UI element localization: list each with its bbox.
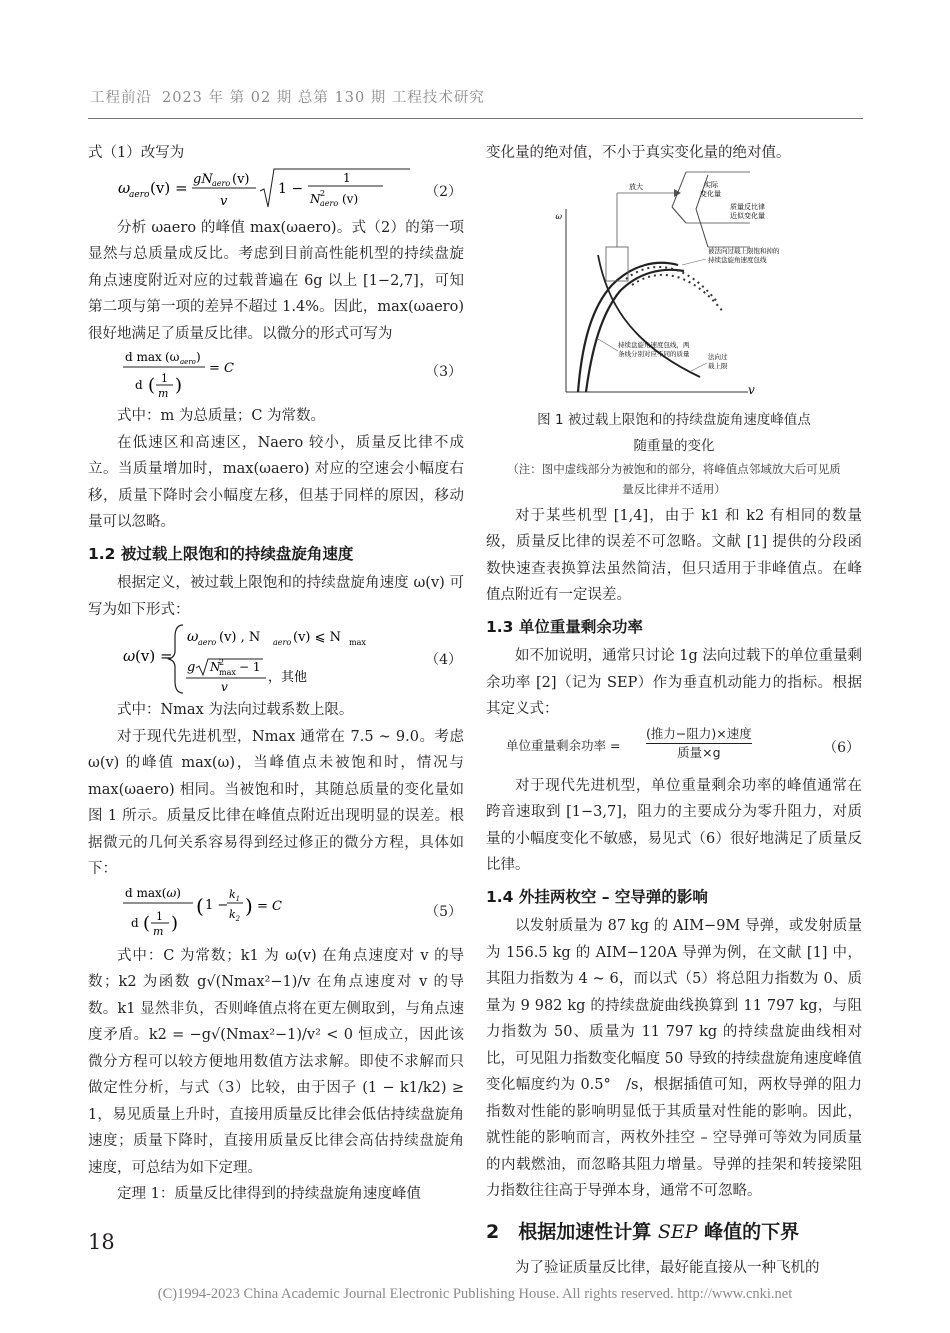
saturated-dotted-2 (632, 274, 724, 312)
svg-text:1: 1 (156, 909, 163, 923)
svg-text:): ) (175, 375, 183, 396)
header-rule (88, 118, 863, 119)
svg-text:d: d (131, 915, 139, 930)
svg-text:ω: ω (118, 178, 131, 197)
svg-text:d max(ω): d max(ω) (125, 885, 181, 900)
label-actual: 实际变化量 (700, 180, 721, 198)
svg-text:k2: $k_2$ (229, 907, 241, 923)
svg-text:1 −: 1 − (205, 897, 229, 913)
svg-text:2: 2 (320, 188, 326, 198)
equation-5-formula (123, 881, 343, 941)
paragraph: 式中：m 为总质量；C 为常数。 (117, 408, 326, 424)
svg-text:v: v (220, 193, 228, 209)
page-number: 18 (88, 1230, 115, 1254)
svg-text:(: ( (143, 912, 151, 934)
equation-number: （5） (425, 903, 462, 920)
svg-text:(v) ⩽ N: (v) ⩽ N (293, 630, 342, 645)
paragraph: 变化量的绝对值，不小于真实变化量的绝对值。 (486, 145, 791, 161)
eq4-otherwise: ，其他 (268, 670, 308, 685)
paragraph: 分析 ωaero 的峰值 max(ωaero)。式（2）的第一项显然与总质量成反比。考虑到目前高性能机型的持续盘旋角点速度附近对应的过载普遍在 6g 以上 [1−2,7]，可知第二项与第一项的差异不超过 1.4%。因此，max(ωaero) 很好地满足了质量反比律。以微分的形式可写为 (88, 219, 464, 342)
svg-text:gN: gN (193, 171, 213, 187)
svg-text:(ω: (ω (165, 350, 180, 364)
equation-3-formula (123, 345, 323, 401)
equation-number: （2） (425, 183, 462, 200)
svg-text:aero: aero (212, 178, 231, 188)
left-column (88, 140, 464, 1208)
label-saturated: 被法向过载上限饱和掉的持续盘旋角速度包线 (708, 246, 780, 264)
svg-text:2: 2 (219, 658, 225, 667)
issue-info: 2023 年 第 02 期 总第 130 期 工程技术研究 (162, 90, 485, 106)
svg-text:(v) =: (v) = (135, 647, 173, 665)
equation-number: （4） (425, 652, 462, 668)
figure-1-diagram (486, 167, 862, 407)
svg-text:d: d (135, 378, 143, 392)
section-heading: 1.4 外挂两枚空 – 空导弹的影响 (486, 887, 708, 906)
svg-text:= C: = C (257, 898, 282, 914)
paragraph: 对于现代先进机型，单位重量剩余功率的峰值通常在跨音速取到 [1−3,7]，阻力的主要成分为零升阻力，对质量的小幅度变化不敏感，易见式（6）很好地满足了质量反比律。 (486, 777, 862, 873)
equation-number: （3） (425, 364, 462, 380)
section-heading: 1.2 被过载上限饱和的持续盘旋角速度 (88, 544, 354, 563)
figure-caption: 图 1 被过载上限饱和的持续盘旋角速度峰值点 (537, 411, 811, 428)
label-envelope: 持续盘旋角速度包线，两条线分别对应不同的质量 (618, 340, 690, 358)
equation-6 (486, 723, 862, 773)
svg-text:1: 1 (343, 170, 351, 185)
paragraph: 根据定义，被过载上限饱和的持续盘旋角速度 ω(v) 可写为如下形式： (88, 575, 464, 618)
figure-note: （注：图中虚线部分为被饱和的部分，将峰值点邻域放大后可见质 量反比律并不适用） (507, 461, 841, 496)
svg-text:v: v (221, 680, 228, 694)
label-zoom: 放大 (629, 182, 643, 191)
svg-text:(v) =: (v) = (150, 178, 188, 197)
paragraph: 式中：C 为常数；k1 为 ω(v) 在角点速度对 v 的导数；k2 为函数 g√(Nmax²−1)/v 在角点速度对 v 的导数。k1 显然非负，否则峰值点将在更左侧取到，与角点速度矛盾。k2 = −g√(Nmax²−1)/v² < 0 恒成立，因此该微分方程可以较方便地用数值方法求解。即使不求解而只做定性分析，与式（3）比较，由于因子 (1 − k1/k2) ≥ 1，易见质量上升时，直接用质量反比律会低估持续盘旋角速度；质量下降时，直接用质量反比律会高估持续盘旋角速度，可总结为如下定理。 (88, 947, 464, 1176)
svg-text:1: 1 (161, 372, 168, 385)
paragraph: 如不加说明，通常只讨论 1g 法向过载下的单位重量剩余功率 [2]（记为 SEP）作为垂直机动能力的指标。根据其定义式： (486, 648, 862, 717)
zoom-box (606, 247, 628, 281)
copyright-footer: (C)1994-2023 China Academic Journal Electronic Publishing House. All rights reserved. http://www.cnki.net (157, 1286, 793, 1302)
svg-text:(v): (v) (342, 191, 359, 206)
equation-4 (88, 623, 464, 697)
svg-text:aero: aero (180, 358, 196, 366)
right-column (486, 140, 862, 1282)
svg-text:d max: d max (125, 350, 162, 364)
y-axis-label: ω (555, 211, 562, 221)
equation-5 (88, 883, 464, 943)
svg-text:m: m (158, 387, 169, 400)
envelope-curve-1 (578, 262, 678, 391)
svg-text:max: max (349, 638, 366, 647)
paragraph: 在低速区和高速区，Naero 较小，质量反比律不成立。当质量增加时，max(ωaero) 对应的空速会小幅度右移，质量下降时会小幅度左移，但基于同样的原因，移动量可以忽略。 (88, 434, 464, 530)
svg-text:ω: ω (123, 647, 136, 665)
svg-text:ω: ω (187, 629, 199, 645)
svg-text:(: ( (196, 893, 204, 918)
journal-name: 工程前沿 (90, 90, 152, 106)
eq6-fraction: (推力−阻力)×速度 质量×g (646, 725, 752, 760)
figure-1 (486, 167, 862, 407)
paragraph: 对于现代先进机型，Nmax 通常在 7.5 ~ 9.0。考虑 ω(v) 的峰值 max(ω)，当峰值点未被饱和时，情况与 max(ωaero) 相同。当被饱和时，其随总质量的变化量如图 1 所示。质量反比律在峰值点附近出现明显的误差。根据微元的几何关系容易得到经过修正的微分方程，具体如下： (88, 728, 464, 877)
paragraph: 式中：Nmax 为法向过载系数上限。 (117, 702, 354, 718)
svg-text:): ) (245, 893, 253, 918)
equation-2-formula (118, 163, 418, 213)
label-overload: 法向过载上限 (708, 352, 728, 370)
paragraph: 为了验证质量反比律，最好能直接从一种飞机的 (515, 1260, 820, 1276)
svg-text:(: ( (148, 375, 156, 396)
svg-text:= C: = C (209, 361, 234, 376)
svg-text:max: max (219, 668, 236, 677)
svg-text:aero: aero (273, 638, 292, 647)
svg-text:1 −: 1 − (278, 180, 304, 197)
svg-text:aero: aero (320, 198, 339, 208)
svg-text:N: N (210, 660, 221, 674)
svg-text:): ) (196, 350, 201, 364)
chapter-heading: 2 根据加速性计算 SEP 峰值的下界 (486, 1220, 800, 1243)
svg-text:(v): (v) (232, 171, 250, 187)
svg-text:(v) , N: (v) , N (219, 630, 261, 645)
svg-text:aero: aero (129, 189, 150, 200)
equation-3 (88, 347, 464, 403)
paragraph: 定理 1：质量反比律得到的持续盘旋角速度峰值 (117, 1186, 421, 1202)
figure-caption-line2: 随重量的变化 (633, 437, 715, 454)
running-header (90, 86, 485, 107)
equation-number: （6） (823, 739, 860, 756)
svg-text:): ) (171, 912, 179, 934)
svg-text:k1: $k_1$ (229, 887, 241, 903)
svg-text:− 1: − 1 (239, 660, 261, 674)
label-approx: 质量反比律近似变化量 (730, 202, 765, 220)
paragraph: 式（1）改写为 (88, 145, 185, 161)
equation-2 (88, 167, 464, 215)
paragraph: 对于某些机型 [1,4]，由于 k1 和 k2 有相同的数量级，质量反比律的误差不可忽略。文献 [1] 提供的分段函数快速查表换算法虽然简洁，但只适用于非峰值点。在峰值点附近有一定误差。 (486, 507, 862, 603)
svg-text:g: g (187, 660, 196, 675)
svg-text:N: N (310, 191, 321, 206)
section-heading: 1.3 单位重量剩余功率 (486, 617, 643, 636)
svg-text:aero: aero (198, 638, 217, 647)
svg-text:m: m (153, 924, 164, 938)
paragraph: 以发射质量为 87 kg 的 AIM−9M 导弹，或发射质量为 156.5 kg 的 AIM−120A 导弹为例，在文献 [1] 中，其阻力指数为 4 ~ 6，而以式（5）将总阻力指数为 0、质量为 9 982 kg 的持续盘旋曲线换算到 11 797 kg，与阻力指数为 50、质量为 11 797 kg 的持续盘旋曲线相对比，可见阻力指数变化幅度 50 导致的持续盘旋角速度峰值变化幅度约为 0.5° /s，根据插值可知，两枚导弹的阻力指数对性能的影响明显低于其质量对性能的影响。因此，就性能的影响而言，两枚外挂空 – 空导弹可等效为同质量的内载燃油，而忽略其阻力增量。导弹的挂架和转接梁阻力指数往往高于导弹本身，通常不可忽略。 (486, 918, 862, 1199)
saturated-dotted-1 (626, 266, 718, 302)
x-axis-label: v (748, 382, 755, 397)
eq6-lhs: 单位重量剩余功率 = (506, 737, 621, 753)
equation-4-formula (123, 621, 423, 695)
